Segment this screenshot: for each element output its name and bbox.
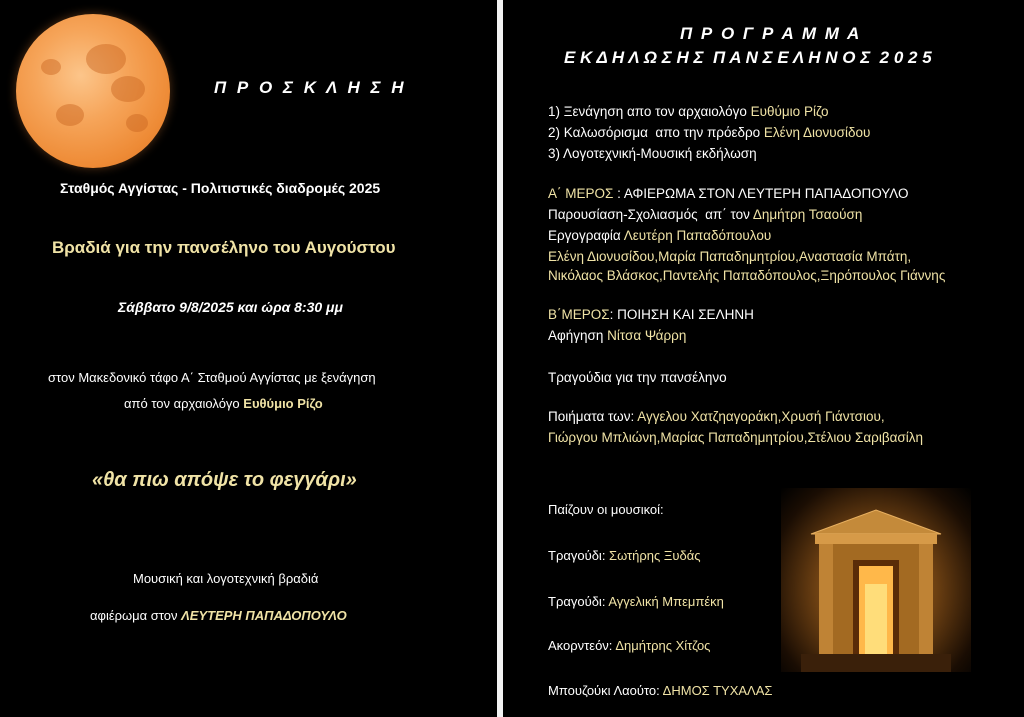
part-b-narration: Αφήγηση Νίτσα Ψάρρη: [548, 328, 687, 343]
poems-line-2: Γιώργου Μπλιώνη,Μαρίας Παπαδημητρίου,Στέλιου Σαριβασίλη: [548, 430, 923, 445]
station-line: Σταθμός Αγγίστας - Πολιτιστικές διαδρομές 2025: [60, 180, 381, 196]
part-b-heading: Β΄ΜΕΡΟΣ: ΠΟΙΗΣΗ ΚΑΙ ΣΕΛΗΝΗ: [548, 307, 754, 322]
music-line: Μουσική και λογοτεχνική βραδιά: [133, 571, 319, 586]
part-a-presentation: Παρουσίαση-Σχολιασμός απ΄ τον Δημήτρη Τσαούση: [548, 207, 863, 222]
musicians-label: Παίζουν οι μουσικοί:: [548, 502, 664, 517]
event-headline: Βραδιά για την πανσέληνο του Αυγούστου: [52, 238, 396, 257]
singer-2: Τραγούδι: Αγγελική Μπεμπέκη: [548, 594, 724, 609]
program-item-1: 1) Ξενάγηση απο τον αρχαιολόγο Ευθύμιο Ρίζο: [548, 104, 829, 119]
accordion-player: Ακορντεόν: Δημήτρης Χίτζος: [548, 638, 711, 653]
part-a-heading: Α΄ ΜΕΡΟΣ : ΑΦΙΕΡΩΜΑ ΣΤΟΝ ΛΕΥΤΕΡΗ ΠΑΠΑΔΟΠΟΥΛΟ: [548, 186, 909, 201]
program-title-line2: Ε Κ Δ Η Λ Ω Σ Η Σ Π Α Ν Σ Ε Λ Η Ν Ο Σ 2 0 2 5: [564, 48, 932, 67]
event-quote: «θα πιω απόψε το φεγγάρι»: [92, 469, 357, 491]
singer-1: Τραγούδι: Σωτήρης Ξυδάς: [548, 548, 701, 563]
part-a-works: Εργογραφία Λευτέρη Παπαδόπουλου: [548, 228, 772, 243]
macedonian-tomb-image: [781, 488, 971, 672]
program-item-3: 3) Λογοτεχνική-Μουσική εκδήλωση: [548, 146, 757, 161]
full-moon-image: [16, 14, 170, 168]
venue-line-2: από τον αρχαιολόγο Ευθύμιο Ρίζο: [124, 396, 323, 411]
songs-line: Τραγούδια για την πανσέληνο: [548, 370, 727, 385]
bouzouki-player: Μπουζούκι Λαούτο: ΔΗΜΟΣ ΤΥΧΑΛΑΣ: [548, 683, 773, 698]
part-a-performers-2: Νικόλαος Βλάσκος,Παντελής Παπαδόπουλος,Ξηρόπουλος Γιάννης: [548, 268, 946, 283]
tomb-illustration: [781, 488, 971, 672]
tribute-line: αφιέρωμα στον ΛΕΥΤΕΡΗ ΠΑΠΑΔΟΠΟΥΛΟ: [90, 608, 347, 623]
invitation-panel: [0, 0, 497, 717]
archaeologist-name: Ευθύμιο Ρίζο: [243, 396, 323, 411]
program-title-line1: Π Ρ Ο Γ Ρ Α Μ Μ Α: [680, 24, 862, 43]
venue-line-1: στον Μακεδονικό τάφο Α΄ Σταθμού Αγγίστας με ξενάγηση: [48, 370, 376, 385]
program-item-2: 2) Καλωσόρισμα απο την πρόεδρο Ελένη Διονυσίδου: [548, 125, 871, 140]
part-a-performers-1: Ελένη Διονυσίδου,Μαρία Παπαδημητρίου,Αναστασία Μπάτη,: [548, 249, 912, 264]
invitation-title: Π Ρ Ο Σ Κ Λ Η Σ Η: [214, 78, 407, 97]
poems-line-1: Ποιήματα των: Αγγελου Χατζηαγοράκη,Χρυσή Γιάντσιου,: [548, 409, 885, 424]
event-datetime: Σάββατο 9/8/2025 και ώρα 8:30 μμ: [118, 299, 343, 315]
tribute-name: ΛΕΥΤΕΡΗ ΠΑΠΑΔΟΠΟΥΛΟ: [181, 608, 347, 623]
